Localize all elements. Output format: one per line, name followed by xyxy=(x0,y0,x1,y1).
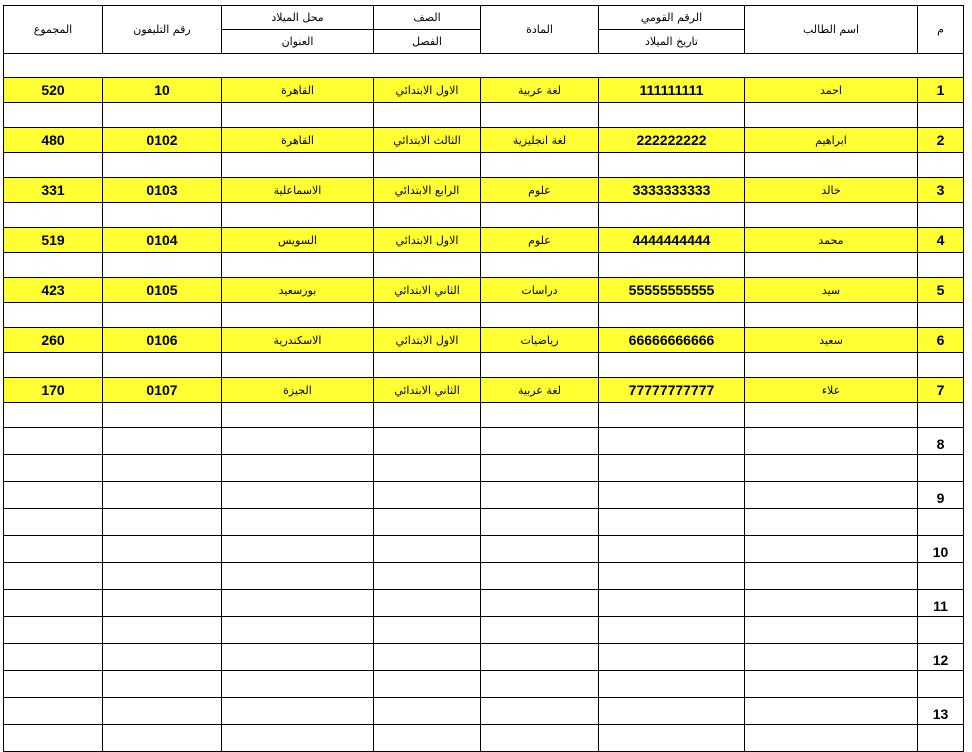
empty-cell xyxy=(745,509,918,536)
student-grade: الاول الابتدائي xyxy=(374,328,481,353)
student-grade: الرابع الابتدائي xyxy=(374,178,481,203)
empty-cell xyxy=(745,698,918,725)
empty-row xyxy=(4,563,964,590)
spacer-row xyxy=(4,303,964,328)
empty-row xyxy=(4,725,964,752)
student-grade: الاول الابتدائي xyxy=(374,78,481,103)
student-subject: رياضيات xyxy=(481,328,599,353)
student-phone: 0104 xyxy=(103,228,222,253)
empty-row-index: 8 xyxy=(918,428,964,455)
student-birth-place: بورسعيد xyxy=(222,278,374,303)
empty-cell xyxy=(4,509,103,536)
empty-cell xyxy=(103,563,222,590)
empty-cell xyxy=(599,509,745,536)
empty-cell xyxy=(599,455,745,482)
empty-cell xyxy=(103,725,222,752)
student-name: محمد xyxy=(745,228,918,253)
empty-cell xyxy=(222,482,374,509)
empty-cell xyxy=(918,303,964,328)
empty-cell xyxy=(481,509,599,536)
empty-cell xyxy=(103,644,222,671)
empty-cell xyxy=(222,644,374,671)
empty-cell xyxy=(599,428,745,455)
empty-cell xyxy=(222,671,374,698)
empty-row xyxy=(4,455,964,482)
empty-cell xyxy=(222,725,374,752)
student-total: 520 xyxy=(4,78,103,103)
empty-cell xyxy=(103,103,222,128)
spacer-row xyxy=(4,644,964,671)
student-name: خالد xyxy=(745,178,918,203)
empty-cell xyxy=(103,482,222,509)
empty-cell xyxy=(4,725,103,752)
empty-cell xyxy=(918,103,964,128)
empty-cell xyxy=(374,644,481,671)
student-subject: لغة عربية xyxy=(481,78,599,103)
empty-cell xyxy=(374,590,481,617)
header-address: العنوان xyxy=(222,30,374,54)
student-name: احمد xyxy=(745,78,918,103)
student-birth-place: الجيزة xyxy=(222,378,374,403)
empty-cell xyxy=(599,153,745,178)
empty-cell xyxy=(374,482,481,509)
empty-cell xyxy=(918,253,964,278)
student-national-id: 111111111 xyxy=(599,78,745,103)
empty-cell xyxy=(599,698,745,725)
empty-cell xyxy=(599,353,745,378)
student-subject: لغة انجليزية xyxy=(481,128,599,153)
spacer-row xyxy=(4,103,964,128)
empty-cell xyxy=(4,153,103,178)
empty-cell xyxy=(599,617,745,644)
empty-cell xyxy=(222,563,374,590)
empty-row xyxy=(4,617,964,644)
student-total: 519 xyxy=(4,228,103,253)
empty-cell xyxy=(745,403,918,428)
empty-row-index: 10 xyxy=(918,536,964,563)
student-index: 6 xyxy=(918,328,964,353)
empty-cell xyxy=(374,428,481,455)
empty-cell xyxy=(374,617,481,644)
student-phone: 0105 xyxy=(103,278,222,303)
spacer-row xyxy=(4,428,964,455)
empty-cell xyxy=(4,644,103,671)
empty-cell xyxy=(374,509,481,536)
student-birth-place: الاسماعلية xyxy=(222,178,374,203)
student-row xyxy=(4,378,964,403)
student-grade: الثاني الابتدائي xyxy=(374,278,481,303)
student-index: 5 xyxy=(918,278,964,303)
student-national-id: 4444444444 xyxy=(599,228,745,253)
empty-cell xyxy=(222,153,374,178)
empty-cell xyxy=(222,403,374,428)
empty-cell xyxy=(103,590,222,617)
student-grade: الثالث الابتدائي xyxy=(374,128,481,153)
empty-cell xyxy=(918,403,964,428)
empty-cell xyxy=(745,590,918,617)
empty-cell xyxy=(745,153,918,178)
empty-cell xyxy=(745,617,918,644)
empty-cell xyxy=(222,455,374,482)
empty-cell xyxy=(374,153,481,178)
student-total: 170 xyxy=(4,378,103,403)
empty-cell xyxy=(599,536,745,563)
header-name: اسم الطالب xyxy=(745,6,918,54)
empty-cell xyxy=(222,536,374,563)
student-phone: 0106 xyxy=(103,328,222,353)
empty-cell xyxy=(481,698,599,725)
empty-cell xyxy=(599,590,745,617)
empty-cell xyxy=(374,671,481,698)
empty-cell xyxy=(481,203,599,228)
student-birth-place: القاهرة xyxy=(222,78,374,103)
empty-cell xyxy=(374,103,481,128)
spacer-row xyxy=(4,482,964,509)
spacer-row xyxy=(4,403,964,428)
empty-cell xyxy=(4,563,103,590)
empty-cell xyxy=(481,103,599,128)
spacer-row xyxy=(4,153,964,178)
empty-cell xyxy=(745,482,918,509)
empty-cell xyxy=(481,403,599,428)
empty-cell xyxy=(745,303,918,328)
empty-cell xyxy=(599,563,745,590)
empty-cell xyxy=(745,536,918,563)
empty-cell xyxy=(4,671,103,698)
empty-cell xyxy=(222,617,374,644)
empty-cell xyxy=(745,725,918,752)
student-birth-place: السويس xyxy=(222,228,374,253)
student-row xyxy=(4,278,964,303)
student-index: 4 xyxy=(918,228,964,253)
empty-row xyxy=(4,509,964,536)
student-phone: 10 xyxy=(103,78,222,103)
header-gap-row xyxy=(4,54,964,78)
empty-cell xyxy=(103,536,222,563)
header-index: م xyxy=(918,6,964,54)
student-row xyxy=(4,128,964,153)
empty-cell xyxy=(103,203,222,228)
empty-cell xyxy=(599,253,745,278)
empty-cell xyxy=(103,617,222,644)
empty-cell xyxy=(481,455,599,482)
empty-cell xyxy=(481,353,599,378)
empty-cell xyxy=(4,203,103,228)
empty-cell xyxy=(222,428,374,455)
student-total: 331 xyxy=(4,178,103,203)
student-phone: 0107 xyxy=(103,378,222,403)
empty-cell xyxy=(103,303,222,328)
spacer-row xyxy=(4,253,964,278)
empty-cell xyxy=(374,563,481,590)
empty-cell xyxy=(745,203,918,228)
header-birth-date: تاريخ الميلاد xyxy=(599,30,745,54)
empty-cell xyxy=(481,303,599,328)
empty-cell xyxy=(374,253,481,278)
empty-cell xyxy=(4,617,103,644)
students-table xyxy=(3,5,964,752)
header-phone: رقم التليفون xyxy=(103,6,222,54)
empty-row-index xyxy=(918,509,964,536)
empty-cell xyxy=(4,103,103,128)
empty-row-index: 12 xyxy=(918,644,964,671)
empty-cell xyxy=(918,153,964,178)
empty-cell xyxy=(599,203,745,228)
header-class: الفصل xyxy=(374,30,481,54)
empty-cell xyxy=(745,428,918,455)
empty-cell xyxy=(4,253,103,278)
student-national-id: 222222222 xyxy=(599,128,745,153)
empty-cell xyxy=(481,428,599,455)
empty-row-index xyxy=(918,671,964,698)
student-total: 260 xyxy=(4,328,103,353)
empty-cell xyxy=(745,103,918,128)
empty-cell xyxy=(745,644,918,671)
student-index: 2 xyxy=(918,128,964,153)
student-index: 3 xyxy=(918,178,964,203)
empty-cell xyxy=(222,353,374,378)
empty-cell xyxy=(481,563,599,590)
empty-row-index xyxy=(918,455,964,482)
empty-cell xyxy=(374,353,481,378)
empty-cell xyxy=(103,509,222,536)
empty-cell xyxy=(599,671,745,698)
student-total: 480 xyxy=(4,128,103,153)
empty-cell xyxy=(103,403,222,428)
empty-cell xyxy=(374,698,481,725)
empty-cell xyxy=(745,563,918,590)
student-birth-place: القاهرة xyxy=(222,128,374,153)
empty-cell xyxy=(481,482,599,509)
student-national-id: 66666666666 xyxy=(599,328,745,353)
student-name: علاء xyxy=(745,378,918,403)
empty-cell xyxy=(222,103,374,128)
empty-row-index xyxy=(918,725,964,752)
spacer-row xyxy=(4,203,964,228)
empty-cell xyxy=(222,509,374,536)
header-total: المجموع xyxy=(4,6,103,54)
student-national-id: 55555555555 xyxy=(599,278,745,303)
empty-cell xyxy=(222,698,374,725)
student-national-id: 77777777777 xyxy=(599,378,745,403)
empty-row-index: 9 xyxy=(918,482,964,509)
empty-cell xyxy=(222,590,374,617)
empty-cell xyxy=(222,203,374,228)
empty-cell xyxy=(4,428,103,455)
empty-row-index: 13 xyxy=(918,698,964,725)
empty-cell xyxy=(4,698,103,725)
empty-cell xyxy=(918,353,964,378)
student-grade: الاول الابتدائي xyxy=(374,228,481,253)
empty-cell xyxy=(103,428,222,455)
student-phone: 0103 xyxy=(103,178,222,203)
student-phone: 0102 xyxy=(103,128,222,153)
empty-cell xyxy=(103,698,222,725)
student-name: سعيد xyxy=(745,328,918,353)
empty-cell xyxy=(374,403,481,428)
empty-cell xyxy=(745,671,918,698)
empty-cell xyxy=(481,153,599,178)
empty-cell xyxy=(599,303,745,328)
header-national-id: الرقم القومي xyxy=(599,6,745,30)
empty-cell xyxy=(222,253,374,278)
student-national-id: 3333333333 xyxy=(599,178,745,203)
student-birth-place: الاسكندرية xyxy=(222,328,374,353)
student-index: 1 xyxy=(918,78,964,103)
empty-row xyxy=(4,671,964,698)
student-grade: الثاني الابتدائي xyxy=(374,378,481,403)
empty-cell xyxy=(4,536,103,563)
empty-cell xyxy=(599,103,745,128)
student-name: سيد xyxy=(745,278,918,303)
student-subject: علوم xyxy=(481,178,599,203)
empty-cell xyxy=(4,482,103,509)
empty-cell xyxy=(4,303,103,328)
empty-cell xyxy=(745,455,918,482)
empty-row-index xyxy=(918,617,964,644)
student-subject: لغة عربية xyxy=(481,378,599,403)
empty-cell xyxy=(374,303,481,328)
empty-cell xyxy=(4,403,103,428)
empty-cell xyxy=(481,617,599,644)
empty-cell xyxy=(918,203,964,228)
student-subject: دراسات xyxy=(481,278,599,303)
empty-cell xyxy=(374,725,481,752)
empty-cell xyxy=(481,725,599,752)
empty-cell xyxy=(222,303,374,328)
empty-cell xyxy=(481,536,599,563)
empty-cell xyxy=(599,725,745,752)
student-index: 7 xyxy=(918,378,964,403)
spacer-row xyxy=(4,536,964,563)
empty-cell xyxy=(481,253,599,278)
spacer-row xyxy=(4,353,964,378)
empty-cell xyxy=(481,644,599,671)
empty-cell xyxy=(103,253,222,278)
empty-cell xyxy=(374,455,481,482)
student-row xyxy=(4,328,964,353)
header-subject: المادة xyxy=(481,6,599,54)
empty-cell xyxy=(374,536,481,563)
student-row xyxy=(4,228,964,253)
empty-cell xyxy=(103,353,222,378)
empty-cell xyxy=(599,644,745,671)
empty-cell xyxy=(374,203,481,228)
empty-cell xyxy=(481,590,599,617)
empty-cell xyxy=(745,253,918,278)
empty-cell xyxy=(4,590,103,617)
empty-row-index xyxy=(918,563,964,590)
empty-cell xyxy=(103,153,222,178)
empty-cell xyxy=(103,671,222,698)
header-birth-place: محل الميلاد xyxy=(222,6,374,30)
empty-cell xyxy=(4,455,103,482)
student-total: 423 xyxy=(4,278,103,303)
empty-cell xyxy=(599,403,745,428)
empty-cell xyxy=(481,671,599,698)
empty-row-index: 11 xyxy=(918,590,964,617)
empty-cell xyxy=(745,353,918,378)
empty-cell xyxy=(4,353,103,378)
spacer-row xyxy=(4,698,964,725)
student-subject: علوم xyxy=(481,228,599,253)
empty-cell xyxy=(103,455,222,482)
spacer-row xyxy=(4,590,964,617)
student-row xyxy=(4,78,964,103)
student-row xyxy=(4,178,964,203)
student-name: ابراهيم xyxy=(745,128,918,153)
empty-cell xyxy=(599,482,745,509)
header-grade: الصف xyxy=(374,6,481,30)
